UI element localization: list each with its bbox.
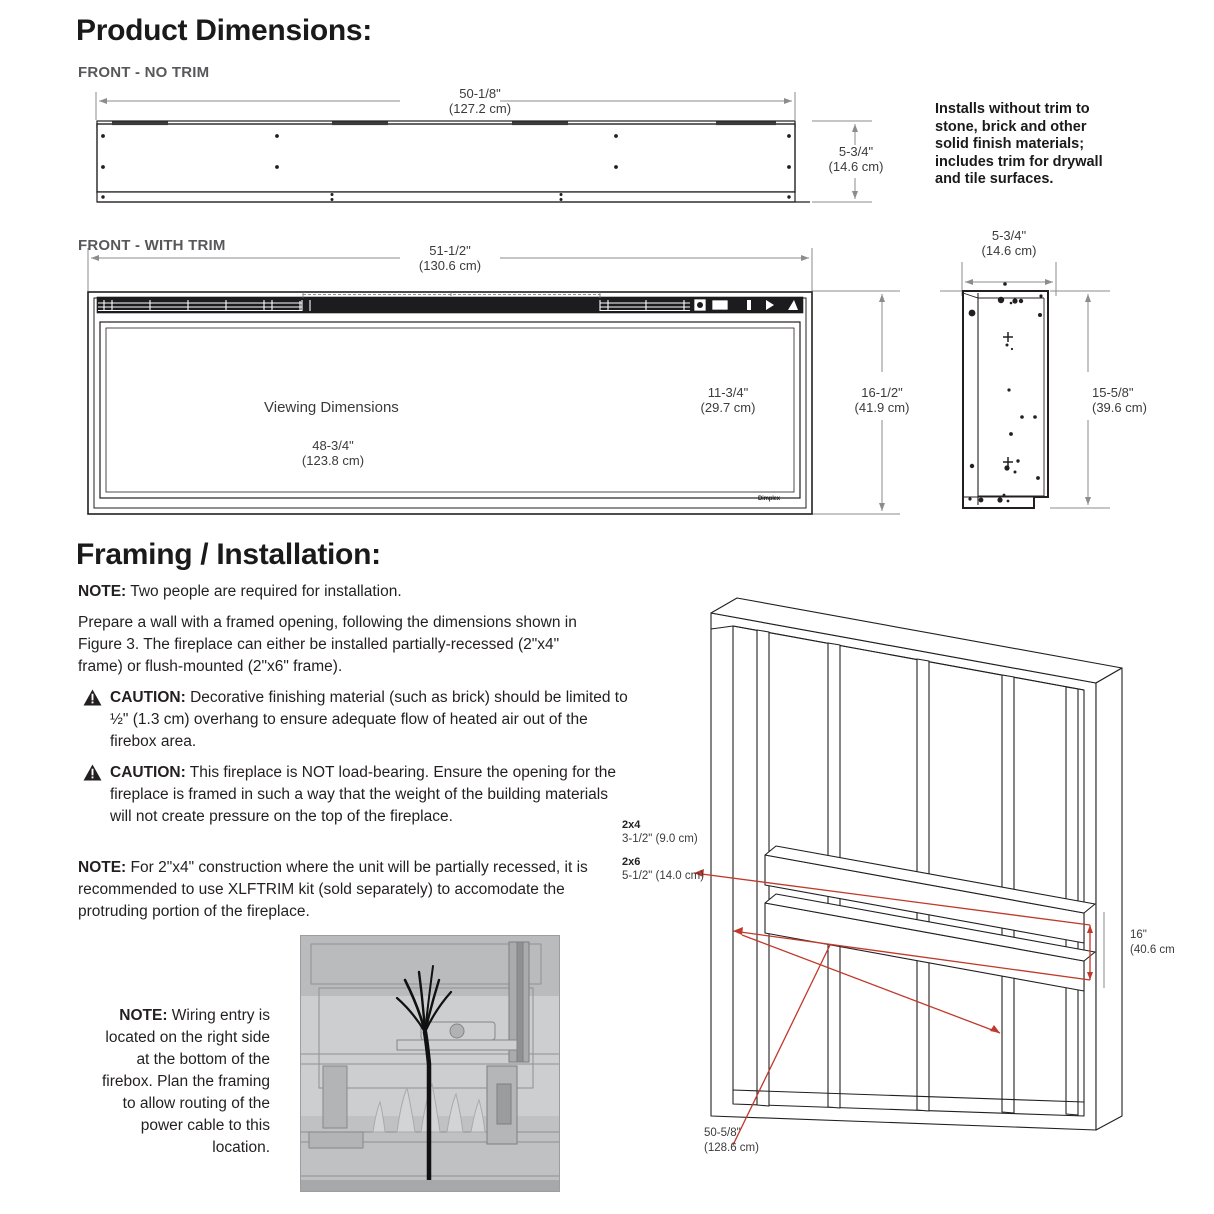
dimension-opening-width-cm: (128.6 cm) xyxy=(704,1142,759,1154)
framing-note-intro-label: NOTE: xyxy=(78,583,127,600)
caution-1-label: CAUTION: xyxy=(110,689,186,706)
framing-paragraph-1: Prepare a wall with a framed opening, following the dimensions shown in Figure 3. The fireplace can either be installed partially-recessed (2"x4" frame) or flush-mounted (2"x6" frame). xyxy=(78,614,577,675)
callout-line-5: and tile surfaces. xyxy=(935,171,1054,187)
dimension-no-trim-width-inches: 50-1/8" xyxy=(459,86,501,101)
framing-note-2-text: For 2"x4" construction where the unit will be partially recessed, it is recommended to use XLFTRIM kit (sold separately) to accomodate the protruding portion of the fireplace. xyxy=(78,859,588,920)
dimension-opening-height-cm: (40.6 cm xyxy=(1130,944,1175,956)
wiring-note-text: Wiring entry is located on the right side at the bottom of the firebox. Plan the framing to allow routing of the power cable to this location. xyxy=(101,1007,270,1156)
view-label-front-with-trim: FRONT - WITH TRIM xyxy=(78,237,226,254)
caution-2-text: This fireplace is NOT load-bearing. Ensure the opening for the fireplace is framed in such a way that the weight of the building materials will not create pressure on the top of the fireplace. xyxy=(110,764,617,825)
label-2x4: 2x4 xyxy=(622,819,641,831)
dimension-no-trim-height-cm: (14.6 cm) xyxy=(828,159,884,174)
dimension-no-trim-width-cm: (127.2 cm) xyxy=(448,101,512,116)
dimension-viewing-width-cm: (123.8 cm) xyxy=(301,453,365,468)
dimension-opening-height-inches: 16" xyxy=(1130,929,1147,941)
page-title-framing-installation: Framing / Installation: xyxy=(76,538,381,571)
callout-line-4: includes trim for drywall xyxy=(935,153,1103,170)
wiring-note-label: NOTE: xyxy=(119,1007,168,1024)
callout-line-3: solid finish materials; xyxy=(935,136,1085,152)
page-title-product-dimensions: Product Dimensions: xyxy=(76,14,372,47)
dimension-opening-height xyxy=(1130,928,1175,958)
viewing-dimensions-label: Viewing Dimensions xyxy=(264,399,399,416)
dimension-side-depth-cm: (14.6 cm) xyxy=(981,243,1037,258)
callout-line-1: Installs without trim to xyxy=(935,101,1090,117)
dimension-viewing-width-inches: 48-3/4" xyxy=(312,438,354,453)
dimension-side-height-cm: (39.6 cm) xyxy=(1092,400,1147,415)
view-label-front-no-trim: FRONT - NO TRIM xyxy=(78,64,210,81)
dimension-trim-height-cm: (41.9 cm) xyxy=(854,400,910,415)
dimension-no-trim-height-inches: 5-3/4" xyxy=(838,144,874,159)
dimension-side-height-inches: 15-5/8" xyxy=(1092,385,1134,400)
dimension-viewing-height-cm: (29.7 cm) xyxy=(700,400,756,415)
caution-1-text: Decorative finishing material (such as brick) should be limited to ½" (1.3 cm) overhang to ensure adequate flow of heated air out of the firebox area. xyxy=(110,689,628,750)
dimension-trim-width-cm: (130.6 cm) xyxy=(418,258,482,273)
dimension-opening-width-inches: 50-5/8" xyxy=(704,1127,741,1139)
framing-note-2-label: NOTE: xyxy=(78,859,127,876)
label-2x4-size: 3-1/2" (9.0 cm) xyxy=(622,833,698,845)
dimension-trim-height-inches: 16-1/2" xyxy=(861,385,903,400)
dimension-opening-width xyxy=(704,1126,759,1156)
caution-2-label: CAUTION: xyxy=(110,764,186,781)
label-2x6: 2x6 xyxy=(622,856,641,868)
dimension-side-depth-inches: 5-3/4" xyxy=(991,228,1027,243)
callout-line-2: stone, brick and other xyxy=(935,118,1087,135)
dimplex-logo: Dimplex xyxy=(758,495,780,503)
label-2x6-size: 5-1/2" (14.0 cm) xyxy=(622,870,705,882)
framing-note-intro-text: Two people are required for installation. xyxy=(126,583,402,600)
dimension-trim-width-inches: 51-1/2" xyxy=(429,243,471,258)
dimension-viewing-height-inches: 11-3/4" xyxy=(707,385,749,400)
